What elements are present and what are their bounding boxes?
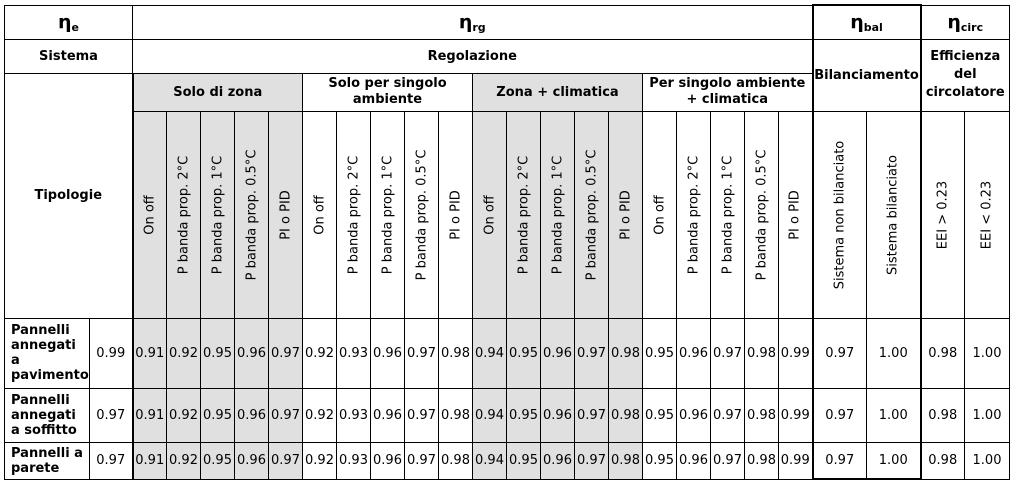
- value-cell: 0.97: [269, 318, 303, 388]
- bilanciamento-header: Bilanciamento: [813, 39, 921, 111]
- value-cell: 0.96: [541, 442, 575, 479]
- col-header: P banda prop. 2°C: [167, 111, 201, 318]
- value-cell: 0.97: [575, 318, 609, 388]
- value-cell: 0.92: [303, 442, 337, 479]
- bal-value: 1.00: [867, 442, 921, 479]
- col-header: P banda prop. 2°C: [507, 111, 541, 318]
- eta-e-value: 0.99: [90, 318, 133, 388]
- value-cell: 0.93: [337, 318, 371, 388]
- value-cell: 0.98: [609, 388, 643, 442]
- value-cell: 0.96: [677, 388, 711, 442]
- value-cell: 0.97: [711, 442, 745, 479]
- col-header: PI o PID: [779, 111, 813, 318]
- value-cell: 0.97: [575, 388, 609, 442]
- circ-value: 1.00: [965, 388, 1010, 442]
- value-cell: 0.96: [677, 318, 711, 388]
- value-cell: 0.92: [167, 318, 201, 388]
- col-header: P banda prop. 2°C: [337, 111, 371, 318]
- col-header: P banda prop. 0.5°C: [235, 111, 269, 318]
- value-cell: 0.99: [779, 442, 813, 479]
- circ-value: 1.00: [965, 442, 1010, 479]
- value-cell: 0.98: [439, 388, 473, 442]
- col-header: EEI > 0.23: [921, 111, 965, 318]
- value-cell: 0.96: [541, 318, 575, 388]
- row-name: Pannelli annegati a pavimento: [5, 318, 90, 388]
- col-header: PI o PID: [609, 111, 643, 318]
- col-header: P banda prop. 0.5°C: [405, 111, 439, 318]
- value-cell: 0.98: [745, 388, 779, 442]
- value-cell: 0.97: [269, 388, 303, 442]
- value-cell: 0.92: [303, 388, 337, 442]
- value-cell: 0.98: [609, 318, 643, 388]
- bal-value: 1.00: [867, 388, 921, 442]
- value-cell: 0.96: [235, 318, 269, 388]
- value-cell: 0.98: [439, 318, 473, 388]
- col-header: Sistema bilanciato: [867, 111, 921, 318]
- value-cell: 0.93: [337, 442, 371, 479]
- col-header: P banda prop. 2°C: [677, 111, 711, 318]
- group-singolo-ambiente: Solo per singolo ambiente: [303, 73, 473, 111]
- value-cell: 0.91: [133, 318, 167, 388]
- value-cell: 0.95: [507, 318, 541, 388]
- value-cell: 0.92: [303, 318, 337, 388]
- eta-bal-header: $\eta_{bal}$: [813, 5, 921, 39]
- value-cell: 0.99: [779, 388, 813, 442]
- circ-value: 1.00: [965, 318, 1010, 388]
- value-cell: 0.91: [133, 388, 167, 442]
- value-cell: 0.95: [643, 318, 677, 388]
- col-header: On off: [303, 111, 337, 318]
- col-header: On off: [643, 111, 677, 318]
- efficienza-header: Efficienza del circolatore: [921, 39, 1010, 111]
- value-cell: 0.96: [541, 388, 575, 442]
- col-header: P banda prop. 0.5°C: [745, 111, 779, 318]
- col-header: P banda prop. 1°C: [371, 111, 405, 318]
- col-header: PI o PID: [269, 111, 303, 318]
- value-cell: 0.92: [167, 442, 201, 479]
- bal-value: 1.00: [867, 318, 921, 388]
- col-header: On off: [133, 111, 167, 318]
- value-cell: 0.95: [643, 388, 677, 442]
- col-header: P banda prop. 1°C: [201, 111, 235, 318]
- value-cell: 0.95: [643, 442, 677, 479]
- value-cell: 0.95: [201, 442, 235, 479]
- value-cell: 0.97: [269, 442, 303, 479]
- value-cell: 0.98: [439, 442, 473, 479]
- value-cell: 0.94: [473, 318, 507, 388]
- eta-e-value: 0.97: [90, 442, 133, 479]
- value-cell: 0.97: [405, 388, 439, 442]
- group-zona-climatica: Zona + climatica: [473, 73, 643, 111]
- value-cell: 0.92: [167, 388, 201, 442]
- value-cell: 0.98: [745, 318, 779, 388]
- value-cell: 0.96: [371, 442, 405, 479]
- group-ambiente-climatica: Per singolo ambiente + climatica: [643, 73, 813, 111]
- group-solo-zona: Solo di zona: [133, 73, 303, 111]
- value-cell: 0.96: [677, 442, 711, 479]
- circ-value: 0.98: [921, 388, 965, 442]
- value-cell: 0.94: [473, 442, 507, 479]
- bal-value: 0.97: [813, 388, 867, 442]
- value-cell: 0.91: [133, 442, 167, 479]
- value-cell: 0.99: [779, 318, 813, 388]
- value-cell: 0.95: [507, 442, 541, 479]
- value-cell: 0.98: [609, 442, 643, 479]
- value-cell: 0.97: [711, 388, 745, 442]
- circ-value: 0.98: [921, 442, 965, 479]
- value-cell: 0.98: [745, 442, 779, 479]
- regolazione-header: Regolazione: [133, 39, 813, 73]
- value-cell: 0.97: [575, 442, 609, 479]
- value-cell: 0.96: [371, 388, 405, 442]
- value-cell: 0.97: [405, 318, 439, 388]
- eta-e-header: $\eta_e$: [5, 5, 133, 39]
- col-header: EEI < 0.23: [965, 111, 1010, 318]
- col-header: P banda prop. 1°C: [541, 111, 575, 318]
- eta-circ-header: $\eta_{circ}$: [921, 5, 1010, 39]
- eta-e-value: 0.97: [90, 388, 133, 442]
- eta-rg-header: $\eta_{rg}$: [133, 5, 813, 39]
- value-cell: 0.95: [201, 318, 235, 388]
- col-header: On off: [473, 111, 507, 318]
- value-cell: 0.96: [235, 388, 269, 442]
- col-header: P banda prop. 1°C: [711, 111, 745, 318]
- value-cell: 0.96: [235, 442, 269, 479]
- row-name: Pannelli annegati a soffitto: [5, 388, 90, 442]
- value-cell: 0.95: [201, 388, 235, 442]
- value-cell: 0.95: [507, 388, 541, 442]
- value-cell: 0.94: [473, 388, 507, 442]
- bal-value: 0.97: [813, 442, 867, 479]
- tipologie-header: Tipologie: [5, 73, 133, 318]
- row-name: Pannelli a parete: [5, 442, 90, 479]
- col-header: P banda prop. 0.5°C: [575, 111, 609, 318]
- value-cell: 0.93: [337, 388, 371, 442]
- efficiency-table: [4, 4, 1010, 480]
- value-cell: 0.96: [371, 318, 405, 388]
- value-cell: 0.97: [711, 318, 745, 388]
- value-cell: 0.97: [405, 442, 439, 479]
- col-header: Sistema non bilanciato: [813, 111, 867, 318]
- bal-value: 0.97: [813, 318, 867, 388]
- sistema-header: Sistema: [5, 39, 133, 73]
- circ-value: 0.98: [921, 318, 965, 388]
- col-header: PI o PID: [439, 111, 473, 318]
